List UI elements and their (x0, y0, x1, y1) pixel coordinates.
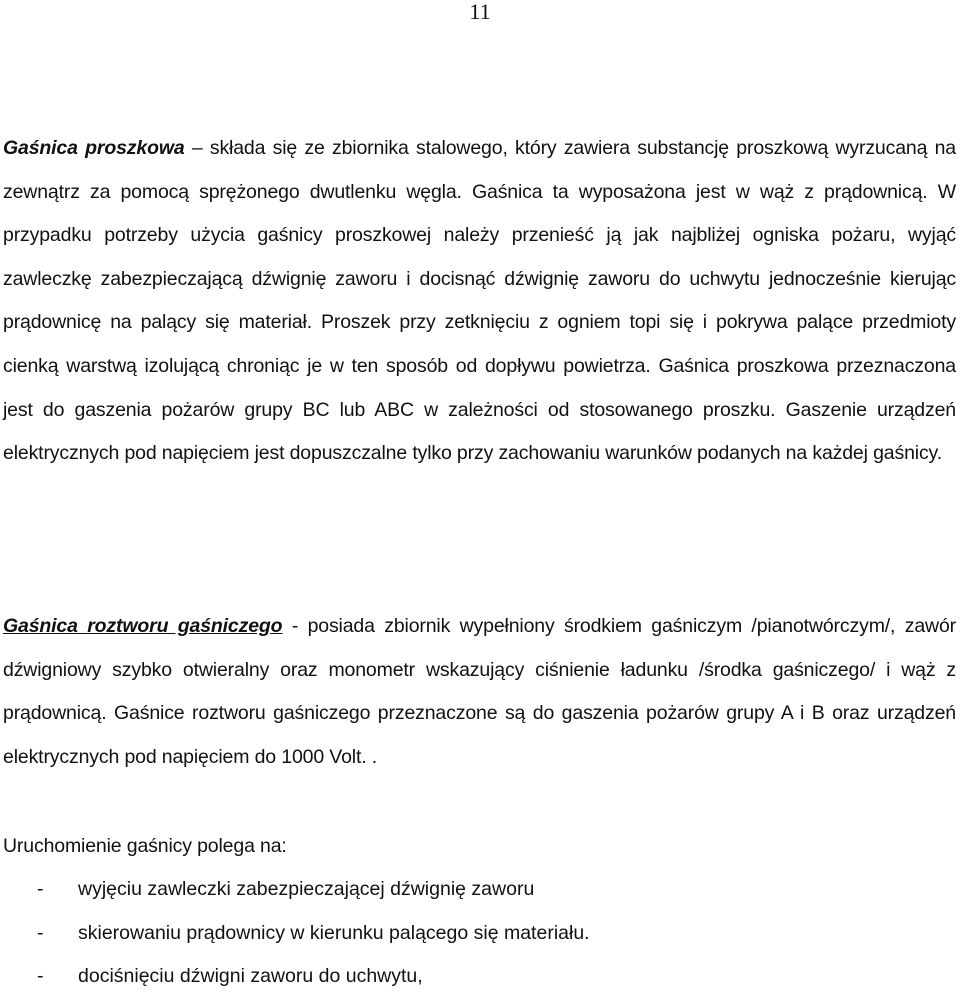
foam-extinguisher-paragraph (3, 605, 956, 779)
activation-heading: Uruchomienie gaśnicy polega na: (3, 835, 287, 857)
list-dash: - (37, 965, 44, 988)
activation-steps-list (37, 868, 590, 999)
list-item (37, 868, 590, 912)
list-item-text: skierowaniu prądownicy w kierunku palącego się materiału. (78, 921, 590, 944)
list-dash: - (37, 878, 44, 900)
powder-extinguisher-paragraph (3, 127, 956, 476)
powder-extinguisher-term: Gaśnica proszkowa (3, 137, 185, 159)
powder-extinguisher-description: – składa się ze zbiornika stalowego, który zawiera substancję proszkową wyrzucaną na zewnątrz za pomocą sprężonego dwutlenku węgla. Gaśnica ta wyposażona jest w wąż z prądownicą. W przypadku potrzeby użycia gaśnicy proszkowej należy przenieść ją jak najbliżej ogniska pożaru, wyjąć zawleczkę zabezpieczającą dźwignię zaworu i docisnąć dźwignię zaworu do uchwytu jednocześnie kierując prądownicę na palący się materiał. Proszek przy zetknięciu z ogniem topi się i pokrywa palące przedmioty cienką warstwą izolującą chroniąc je w ten sposób od dopływu powietrza. Gaśnica proszkowa przeznaczona jest do gaszenia pożarów grupy BC lub ABC w zależności od stosowanego proszku. Gaszenie urządzeń elektrycznych pod napięciem jest dopuszczalne tylko przy zachowaniu warunków podanych na każdej gaśnicy. (3, 137, 956, 465)
foam-extinguisher-term: Gaśnica roztworu gaśniczego (3, 615, 283, 637)
list-item (37, 912, 590, 956)
list-item-text: dociśnięciu dźwigni zaworu do uchwytu, (78, 965, 423, 988)
list-item (37, 955, 590, 999)
list-dash: - (37, 921, 44, 944)
page-number: 11 (469, 0, 491, 24)
foam-extinguisher-description: - posiada zbiornik wypełniony środkiem gaśniczym /pianotwórczym/, zawór dźwigniowy szybko otwieralny oraz monometr wskazujący ciśnienie ładunku /środka gaśniczego/ i wąż z prądownicą. Gaśnice roztworu gaśniczego przeznaczone są do gaszenia pożarów grupy A i B oraz urządzeń elektrycznych pod napięciem do 1000 Volt. . (3, 615, 956, 768)
list-item-text: wyjęciu zawleczki zabezpieczającej dźwignię zaworu (78, 878, 535, 900)
